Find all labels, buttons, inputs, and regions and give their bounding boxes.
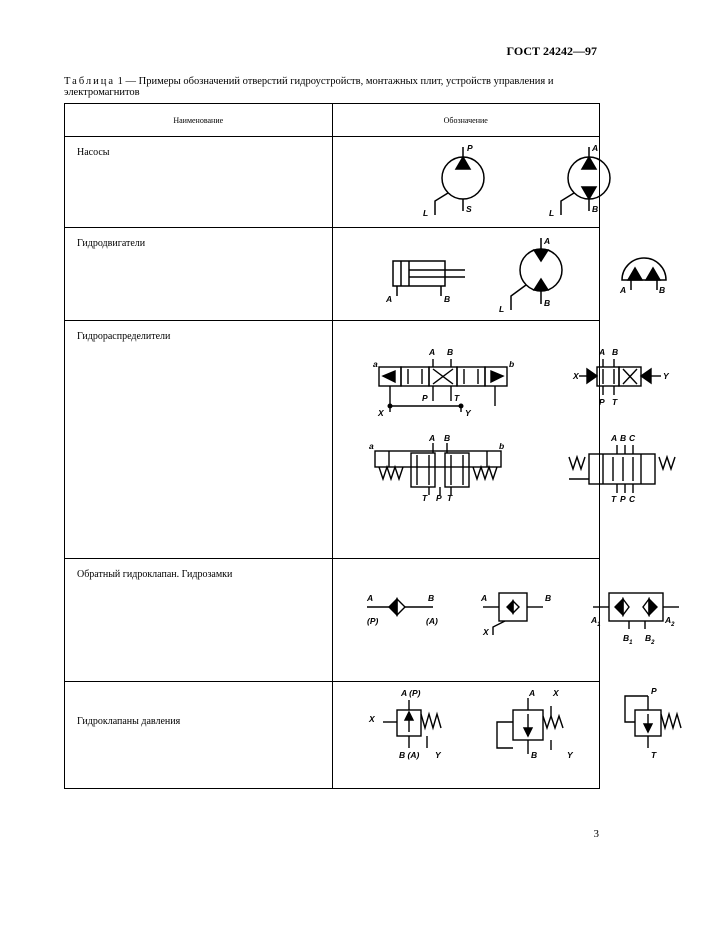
pv2-label-B: B [530, 750, 537, 760]
pcv-label-X: X [482, 627, 489, 637]
table-row [65, 137, 600, 228]
v3-label-T2: T [446, 493, 452, 503]
row-symbols-motors [332, 228, 665, 321]
v4-label-C1: C [628, 494, 635, 504]
v1-label-P: P [421, 393, 428, 403]
row-symbols-check-valves [332, 559, 674, 682]
motor-symbols [333, 228, 711, 320]
v3-label-b-small: b [498, 441, 504, 451]
table-row [65, 321, 600, 559]
v4-label-T: T [610, 494, 616, 504]
v4-label-A: A [610, 433, 617, 443]
check-valve-symbol [367, 599, 433, 615]
check-valve-symbols [333, 559, 711, 681]
v1-label-Y: Y [464, 408, 471, 418]
table-row [65, 559, 600, 682]
pressure-valve-2 [497, 698, 563, 754]
v3-label-A: A [428, 433, 435, 443]
v2-label-A: A [598, 347, 605, 357]
pressure-valve-1 [383, 700, 441, 748]
table-row [65, 228, 600, 321]
v4-label-B: B [619, 433, 626, 443]
v3-label-P: P [435, 493, 442, 503]
directional-valve-solenoid [375, 443, 501, 495]
v3-label-T: T [421, 493, 427, 503]
dpc-label-A2: $A_2$ [664, 615, 674, 628]
row-symbols-pressure-valves [332, 682, 657, 789]
cv-label-A-paren: (A) [425, 616, 438, 626]
cv-label-B: B [427, 593, 434, 603]
v2-label-X: X [572, 371, 579, 381]
pump1-label-p: P [466, 143, 473, 153]
valve-symbols [333, 321, 711, 558]
symbols-table [64, 103, 674, 789]
pump-single-direction-symbol [435, 147, 484, 215]
v1-label-a: a [372, 359, 378, 369]
pcv-label-B: B [544, 593, 551, 603]
pv3-label-T: T [650, 750, 656, 760]
pump2-label-b: B [591, 204, 598, 214]
v3-label-a: a [368, 441, 374, 451]
row-name-check-valves: Обратный гидроклапан. Гидрозамки [65, 559, 333, 682]
pv1-label-X: X [368, 714, 375, 724]
pump-reversible-symbol [561, 147, 610, 215]
dpc-label-A1: $A_1$ [590, 615, 600, 628]
pv3-label-P: P [650, 686, 657, 696]
pump-symbols [333, 137, 711, 227]
row-symbols-valves [332, 321, 669, 559]
dpc-label-B2: $B_2$ [644, 633, 654, 646]
pilot-check-valve-symbol [483, 593, 543, 635]
cv-label-A: A [366, 593, 373, 603]
table-header-row [65, 104, 600, 137]
row-name-motors: Гидродвигатели [65, 228, 333, 321]
v4-label-P: P [619, 494, 626, 504]
pump2-label-l: L [548, 208, 554, 218]
cv-label-P: (P) [366, 616, 378, 626]
motor-label-a: A [543, 236, 550, 246]
header-name: Наименование [65, 104, 333, 137]
v1-label-T: T [453, 393, 459, 403]
v2-label-Y: Y [662, 371, 669, 381]
pump1-label-l: L [422, 208, 428, 218]
v1-label-X: X [377, 408, 384, 418]
pv1-label-AP: A (P) [400, 688, 421, 698]
pump2-label-a: A [591, 143, 598, 153]
pv2-label-Y: Y [566, 750, 573, 760]
v2-label-B: B [611, 347, 618, 357]
directional-valve-4-2 [579, 359, 661, 395]
rot-label-a: A [619, 285, 626, 295]
pcv-label-A: A [480, 593, 487, 603]
v4-label-C2: C [628, 433, 635, 443]
caption-label: Таблица [64, 76, 116, 87]
cylinder-symbol [393, 261, 465, 296]
v1-label-A: A [428, 347, 435, 357]
motor-label-b: B [543, 298, 550, 308]
directional-valve-4-3-pilot [379, 359, 507, 412]
v3-label-B: B [443, 433, 450, 443]
standard-number: ГОСТ 24242—97 [506, 44, 597, 58]
motor-label-l: L [498, 304, 504, 314]
table-caption [64, 76, 604, 98]
dpc-label-B1: $B_1$ [622, 633, 632, 646]
page-number: 3 [593, 828, 599, 840]
row-name-valves: Гидрораспределители [65, 321, 333, 559]
cyl-label-b: B [443, 294, 450, 304]
pv2-label-X: X [552, 688, 559, 698]
directional-valve-5-port [569, 445, 675, 493]
pv1-label-BA: B (A) [398, 750, 419, 760]
v2-label-P: P [598, 397, 605, 407]
caption-text: 1 — Примеры обозначений отверстий гидроустройств, монтажных плит, устройств управления и электромагнитов [64, 76, 554, 98]
pump1-label-s: S [465, 204, 472, 214]
v1-label-B: B [446, 347, 453, 357]
pressure-valve-3 [625, 696, 681, 748]
pressure-valve-symbols [333, 682, 711, 788]
cyl-label-a: A [385, 294, 392, 304]
pv2-label-A: A [528, 688, 535, 698]
table-row [65, 682, 600, 789]
v1-label-b-small: b [508, 359, 514, 369]
hydraulic-motor-symbol [511, 238, 562, 310]
pv1-label-Y: Y [434, 750, 441, 760]
header-symbol: Обозначение [332, 104, 600, 137]
row-name-pressure-valves: Гидроклапаны давления [65, 682, 333, 789]
row-symbols-pumps [332, 137, 600, 228]
rot-label-b: B [658, 285, 665, 295]
v2-label-T: T [611, 397, 617, 407]
row-name-pumps: Насосы [65, 137, 333, 228]
